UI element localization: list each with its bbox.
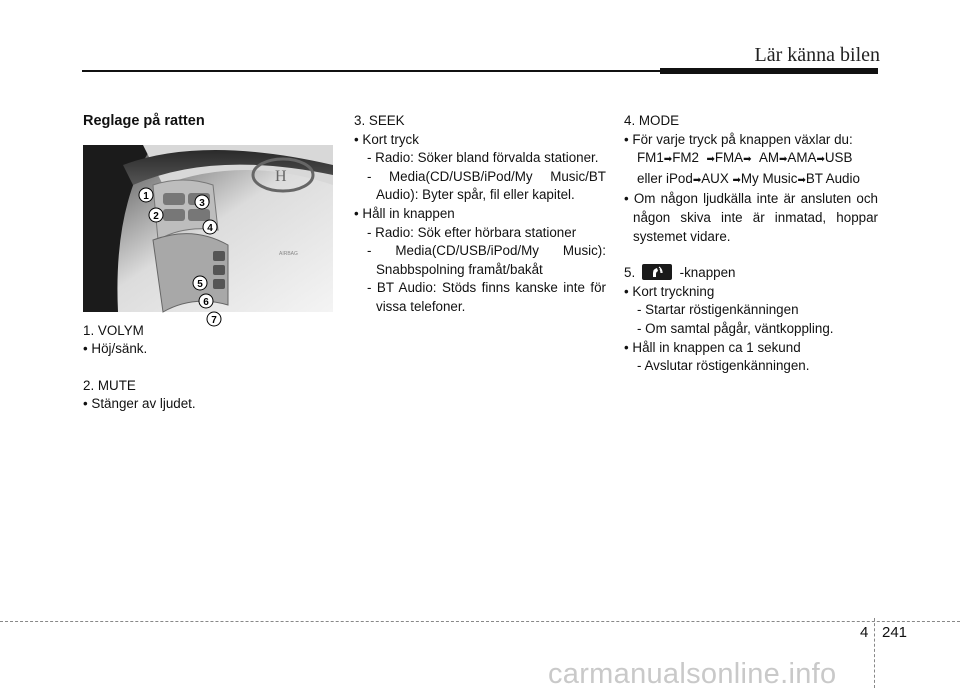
mode-mymusic: My Music bbox=[740, 170, 798, 186]
mode-skip-note: • Om någon ljudkälla inte är ansluten och någon skiva inte är inmatad, hoppar systemet vidare. bbox=[624, 191, 878, 244]
mode-fm2: FM2 bbox=[672, 150, 699, 166]
mode-fma: FMA bbox=[714, 150, 744, 166]
item-voice-number: 5. bbox=[624, 265, 636, 281]
item-volume-bullet: • Höj/sänk. bbox=[83, 341, 148, 357]
mode-ipod: eller iPod bbox=[637, 170, 693, 186]
watermark: carmanualsonline.info bbox=[548, 658, 837, 690]
arrow-icon: ➡ bbox=[732, 174, 741, 186]
arrow-icon: ➡ bbox=[797, 174, 806, 186]
item-voice-title bbox=[624, 264, 878, 283]
voice-short-press: • Kort tryckning bbox=[624, 283, 715, 299]
mode-sequence-line2 bbox=[624, 170, 878, 191]
mode-am: AM bbox=[758, 150, 780, 166]
header-rule-thick bbox=[660, 68, 878, 74]
callout-7: 7 bbox=[211, 314, 217, 326]
column-2 bbox=[354, 112, 606, 317]
footer-separator bbox=[874, 618, 876, 688]
steering-wheel-photo bbox=[83, 145, 333, 326]
mode-sequence-line1 bbox=[624, 149, 878, 170]
item-volume-title: 1. VOLYM bbox=[83, 322, 144, 338]
seek-short-press: • Kort tryck bbox=[354, 131, 419, 147]
voice-long-press: • Håll in knappen ca 1 sekund bbox=[624, 339, 801, 355]
svg-text:AIRBAG: AIRBAG bbox=[279, 250, 298, 257]
item-seek-title: 3. SEEK bbox=[354, 113, 405, 128]
arrow-icon: ➡ bbox=[779, 154, 788, 166]
seek-long-bt: - BT Audio: Stöds finns kanske inte för vissa telefoner. bbox=[367, 280, 606, 314]
arrow-icon: ➡ bbox=[663, 154, 673, 166]
mode-aux: AUX bbox=[701, 170, 729, 186]
callout-1: 1 bbox=[143, 190, 149, 202]
arrow-icon: ➡ bbox=[692, 174, 702, 186]
footer-rule bbox=[0, 621, 960, 622]
voice-short-start: - Startar röstigenkänningen bbox=[637, 302, 799, 318]
item-mute-bullet: • Stänger av ljudet. bbox=[83, 396, 196, 412]
mode-ama: AMA bbox=[787, 150, 817, 166]
seek-short-radio: - Radio: Söker bland förvalda stationer. bbox=[367, 150, 599, 166]
seek-long-radio: - Radio: Sök efter hörbara stationer bbox=[367, 224, 577, 240]
callout-markers bbox=[83, 145, 333, 326]
mode-fm1: FM1 bbox=[637, 150, 664, 166]
chapter-number: 4 bbox=[860, 624, 869, 641]
item-mode-title: 4. MODE bbox=[624, 113, 680, 128]
header-rule bbox=[82, 70, 660, 72]
voice-recognition-icon bbox=[642, 264, 672, 280]
voice-short-hold: - Om samtal pågår, väntkoppling. bbox=[637, 320, 834, 336]
seek-short-media: - Media(CD/USB/iPod/My Music/BT Audio): Byter spår, fil eller kapitel. bbox=[367, 168, 606, 203]
svg-text:H: H bbox=[275, 167, 287, 185]
page-header-title: Lär känna bilen bbox=[754, 44, 880, 66]
callout-6: 6 bbox=[203, 296, 209, 308]
item-mute-title: 2. MUTE bbox=[83, 377, 136, 393]
mode-bullet-text: • För varje tryck på knappen växlar du: bbox=[624, 131, 853, 147]
arrow-icon: ➡ bbox=[816, 154, 825, 166]
item-voice-label: -knappen bbox=[679, 265, 736, 281]
page-number: 241 bbox=[882, 624, 908, 641]
arrow-icon: ➡ bbox=[706, 154, 715, 166]
voice-long-end: - Avslutar röstigenkänningen. bbox=[637, 358, 810, 374]
column-3 bbox=[624, 112, 878, 376]
column-1 bbox=[83, 112, 335, 414]
mode-usb: USB bbox=[824, 150, 853, 166]
seek-long-press: • Håll in knappen bbox=[354, 205, 455, 221]
arrow-icon: ➡ bbox=[743, 154, 752, 166]
seek-long-media: - Media(CD/USB/iPod/My Music): Snabbspolning framåt/bakåt bbox=[367, 243, 606, 277]
callout-3: 3 bbox=[199, 197, 205, 209]
callout-2: 2 bbox=[153, 210, 159, 222]
section-heading: Reglage på ratten bbox=[83, 113, 205, 129]
mode-bullet bbox=[624, 131, 878, 150]
callout-5: 5 bbox=[197, 278, 203, 290]
callout-4: 4 bbox=[207, 222, 213, 234]
mode-btaudio: BT Audio bbox=[805, 170, 860, 186]
